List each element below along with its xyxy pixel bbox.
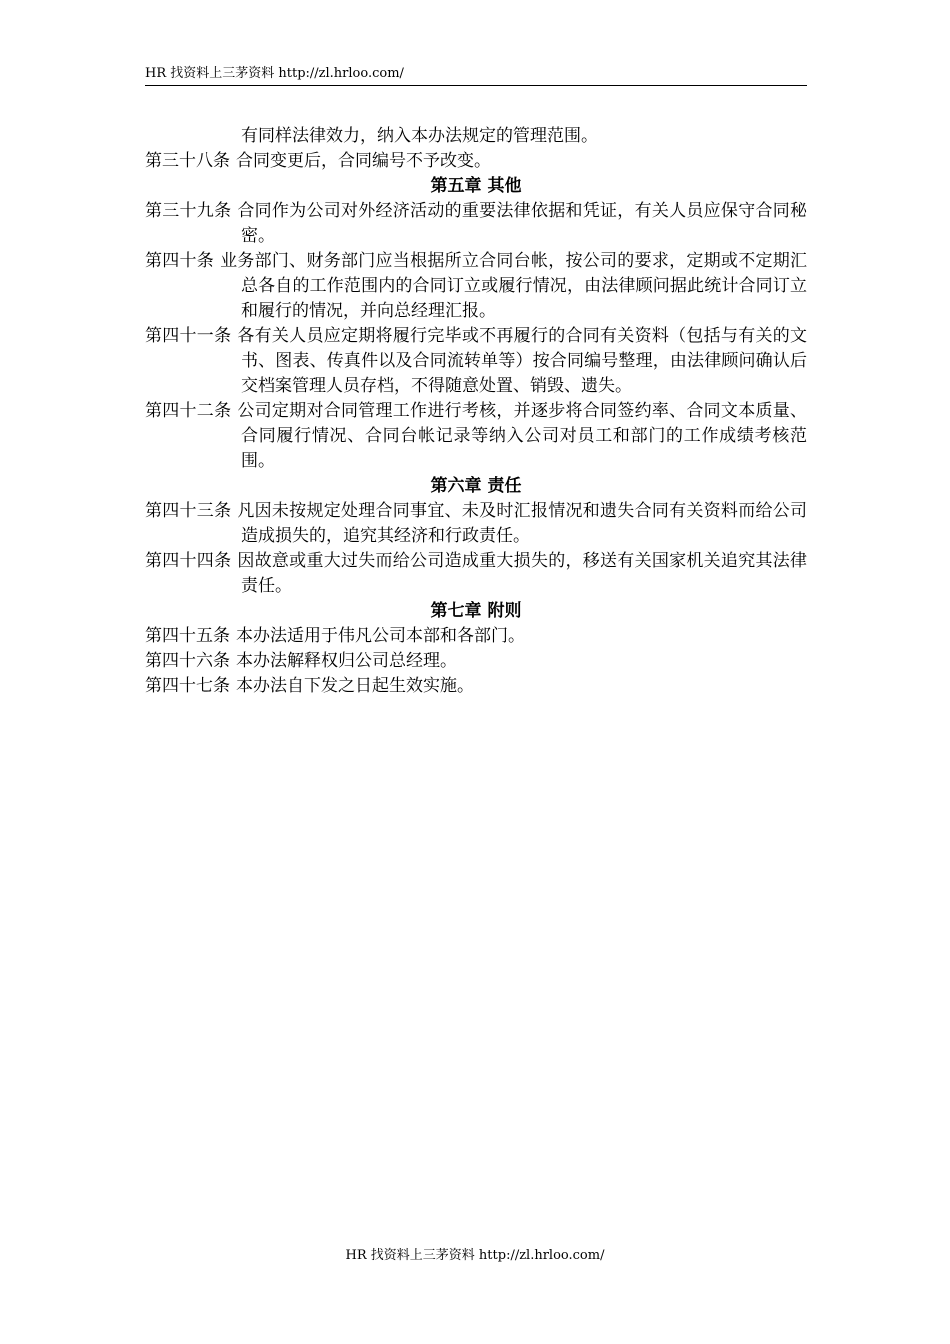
article-number: 第四十七条 (145, 676, 230, 696)
article-number: 第四十条 (145, 251, 215, 271)
chapter-heading-5: 第五章 其他 (430, 176, 522, 196)
article-text: 合同变更后，合同编号不予改变。 (236, 151, 491, 171)
article-number: 第四十四条 (145, 551, 232, 571)
continuation-paragraph (145, 124, 807, 149)
article-text: 业务部门、财务部门应当根据所立合同台帐，按公司的要求，定期或不定期汇总各自的工作范围内的合同订立或履行情况，由法律顾问据此统计合同订立和履行的情况，并向总经理汇报。 (220, 251, 808, 321)
article-text: 凡因未按规定处理合同事宜、未及时汇报情况和遗失合同有关资料而给公司造成损失的，追究其经济和行政责任。 (237, 501, 808, 546)
article-number: 第四十五条 (145, 626, 230, 646)
article-39 (145, 199, 807, 249)
article-text: 因故意或重大过失而给公司造成重大损失的，移送有关国家机关追究其法律责任。 (237, 551, 808, 596)
continuation-text: 有同样法律效力，纳入本办法规定的管理范围。 (241, 126, 598, 146)
page-header (145, 66, 807, 86)
document-body (145, 124, 807, 699)
article-text: 本办法解释权归公司总经理。 (236, 651, 457, 671)
article-text: 本办法自下发之日起生效实施。 (236, 676, 474, 696)
chapter-heading-6: 第六章 责任 (430, 476, 522, 496)
article-number: 第四十六条 (145, 651, 230, 671)
page-footer (0, 1248, 950, 1264)
article-number: 第四十一条 (145, 326, 232, 346)
article-text: 本办法适用于伟凡公司本部和各部门。 (236, 626, 525, 646)
article-47 (145, 674, 807, 699)
article-text: 合同作为公司对外经济活动的重要法律依据和凭证，有关人员应保守合同秘密。 (237, 201, 808, 246)
article-44 (145, 549, 807, 599)
article-text: 公司定期对合同管理工作进行考核，并逐步将合同签约率、合同文本质量、合同履行情况、合同台帐记录等纳入公司对员工和部门的工作成绩考核范围。 (237, 401, 808, 471)
article-46 (145, 649, 807, 674)
article-number: 第四十三条 (145, 501, 232, 521)
article-42 (145, 399, 807, 474)
article-number: 第四十二条 (145, 401, 232, 421)
article-38 (145, 149, 807, 174)
chapter-heading-7: 第七章 附则 (430, 601, 522, 621)
article-45 (145, 624, 807, 649)
article-text: 各有关人员应定期将履行完毕或不再履行的合同有关资料（包括与有关的文书、图表、传真件以及合同流转单等）按合同编号整理，由法律顾问确认后交档案管理人员存档，不得随意处置、销毁、遗失。 (237, 326, 808, 396)
article-41 (145, 324, 807, 399)
article-number: 第三十九条 (145, 201, 232, 221)
article-43 (145, 499, 807, 549)
article-40 (145, 249, 807, 324)
footer-text: HR 找资料上三茅资料 http://zl.hrloo.com/ (345, 1248, 605, 1263)
header-text: HR 找资料上三茅资料 http://zl.hrloo.com/ (145, 66, 404, 81)
article-number: 第三十八条 (145, 151, 230, 171)
